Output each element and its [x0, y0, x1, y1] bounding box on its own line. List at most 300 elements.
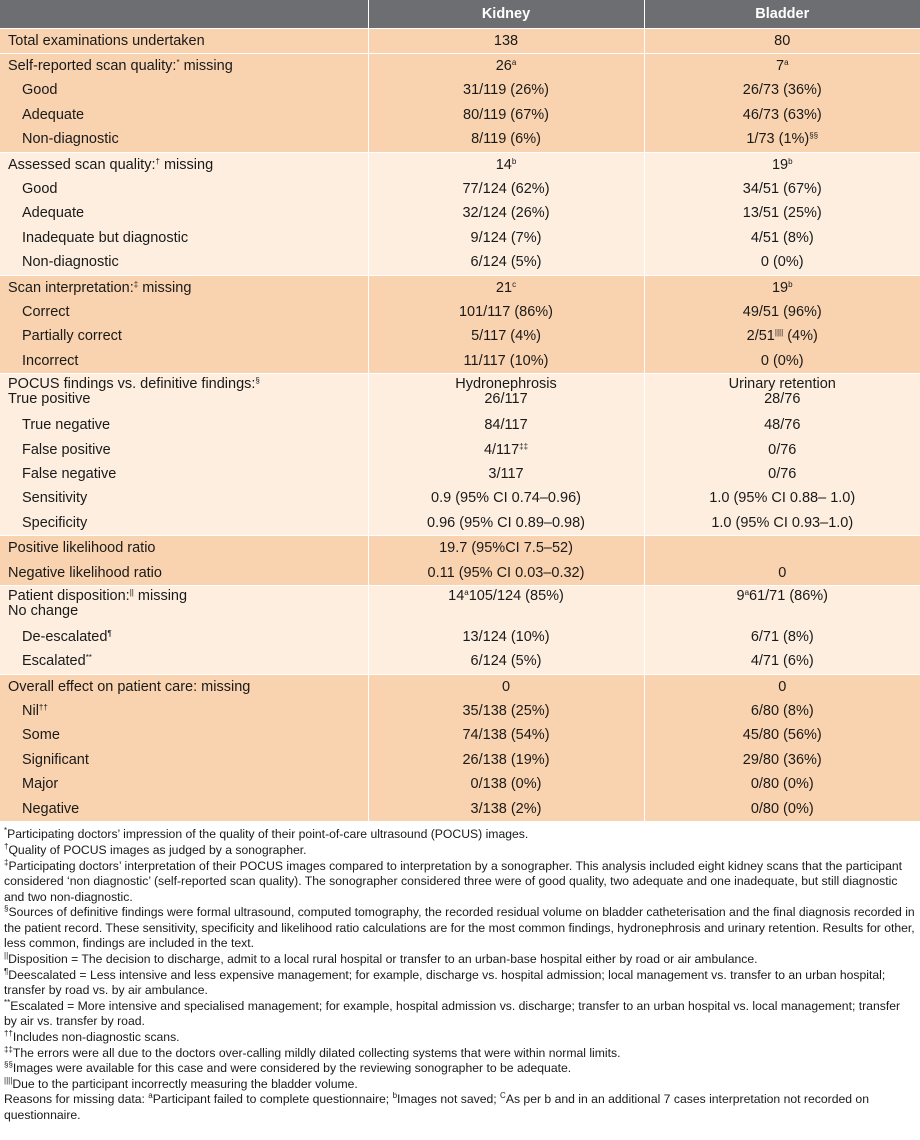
row-label-text: POCUS findings vs. definitive findings: [8, 376, 256, 393]
bladder-value: 2/51 [746, 328, 775, 345]
footnote [4, 952, 916, 968]
footnote-marker: § [4, 904, 9, 914]
table-row [0, 79, 920, 103]
table-body [0, 29, 920, 822]
kidney-value-cell [368, 275, 644, 300]
bladder-value-cell [644, 103, 920, 127]
row-label-text: Nil [22, 703, 39, 720]
footnote-marker: ‡ [4, 857, 9, 867]
row-label-suffix: missing [133, 588, 188, 605]
kidney-value-cell [368, 625, 644, 649]
row-label [22, 131, 119, 147]
kidney-value-second-line: 26/117 [484, 391, 528, 408]
row-label-cell [0, 103, 368, 127]
kidney-value: 77/124 (62%) [462, 181, 550, 198]
row-label-cell [0, 275, 368, 300]
table-row [0, 462, 920, 486]
row-label-text: Inadequate but diagnostic [22, 229, 189, 246]
row-label [8, 540, 156, 556]
bladder-value-cell [644, 748, 920, 772]
table-row [0, 275, 920, 300]
footnote-marker: || [4, 951, 9, 961]
table-row [0, 586, 920, 626]
kidney-value: 31/119 (26%) [463, 82, 549, 99]
row-label [22, 230, 188, 246]
kidney-value-cell [368, 773, 644, 797]
footnote-marker: |||| [4, 1075, 13, 1085]
footnote-text: Escalated = More intensive and specialised management; for example, hospital admission vs. discharge; transfer to an urban hospital vs. local management; transfer by air vs. transfer by road. [4, 998, 901, 1029]
table-row [0, 251, 920, 276]
bladder-value-cell [644, 699, 920, 723]
table-row [0, 202, 920, 226]
row-label-text: Adequate [22, 205, 85, 222]
bladder-value-cell [644, 511, 920, 536]
row-label [22, 353, 78, 369]
row-label-cell [0, 349, 368, 374]
table-row [0, 773, 920, 797]
bladder-value-cell [644, 226, 920, 250]
row-label-cell [0, 251, 368, 276]
row-label-footnote: ¶ [107, 628, 112, 638]
row-label-cell [0, 79, 368, 103]
table-row [0, 674, 920, 699]
row-label-cell [0, 374, 368, 414]
kidney-value: 21 [495, 279, 513, 296]
missing-lead: Reasons for missing data: [4, 1092, 149, 1107]
footnote [4, 827, 916, 843]
row-label [8, 280, 191, 296]
row-label-text: Significant [22, 751, 89, 768]
footnote-marker: * [4, 826, 8, 836]
row-label-footnote: ‡ [133, 279, 139, 289]
bladder-footnote: §§ [809, 131, 819, 141]
kidney-value-cell [368, 177, 644, 201]
bladder-value-cell [644, 487, 920, 511]
row-label-suffix: missing [179, 58, 233, 75]
kidney-value: 3/117 [488, 465, 524, 482]
kidney-value-cell [368, 251, 644, 276]
row-label-cell [0, 438, 368, 462]
row-label-cell [0, 625, 368, 649]
bladder-value-cell [644, 152, 920, 177]
kidney-footnote: c [512, 279, 517, 289]
row-label-cell [0, 325, 368, 349]
row-label-text: Overall effect on patient care: missing [8, 678, 251, 695]
bladder-value: 0 (0%) [760, 352, 804, 369]
kidney-value: 0.11 (95% CI 0.03–0.32) [427, 564, 585, 581]
kidney-value: 32/124 (26%) [462, 205, 550, 222]
bladder-value-cell [644, 561, 920, 586]
bladder-value: 0/80 (0%) [750, 800, 814, 817]
kidney-value-cell [368, 29, 644, 54]
bladder-value: 0/76 [768, 465, 797, 482]
bladder-value-cell [644, 374, 920, 414]
kidney-value: 0 [501, 678, 511, 695]
kidney-value: 14 [448, 588, 465, 605]
row-label-text: Total examinations undertaken [8, 32, 205, 49]
row-label-text: Scan interpretation: [8, 279, 134, 296]
kidney-value-cell [368, 586, 644, 626]
bladder-value: 0 [778, 678, 787, 695]
row-label-cell [0, 462, 368, 486]
footnote-marker: † [4, 841, 9, 851]
bladder-value: 9 [736, 588, 745, 605]
row-label [22, 653, 92, 669]
footnote-text: The errors were all due to the doctors over-calling mildly dilated collecting systems that were within normal limits. [12, 1045, 621, 1060]
kidney-value-cell [368, 438, 644, 462]
bladder-value: Urinary retention [728, 376, 836, 393]
table-row [0, 152, 920, 177]
bladder-footnote: a [744, 588, 750, 598]
row-label-suffix: missing [159, 156, 214, 173]
kidney-value: 138 [493, 32, 519, 49]
row-label-cell [0, 54, 368, 79]
row-label-text: Escalated [22, 653, 86, 670]
kidney-value: 9/124 (7%) [470, 229, 542, 246]
kidney-value: 6/124 (5%) [470, 254, 542, 271]
row-label-text: Patient disposition: [8, 588, 130, 605]
row-label-cell [0, 511, 368, 536]
row-label [22, 417, 110, 433]
bladder-value-cell [644, 674, 920, 699]
footnote-text: Participating doctors’ impression of the quality of their point-of-care ultrasound (POCUS) images. [7, 827, 529, 842]
row-label-text: Some [22, 727, 60, 744]
row-label-text: Negative likelihood ratio [8, 564, 162, 581]
row-label-cell [0, 699, 368, 723]
kidney-footnote: b [511, 156, 517, 166]
bladder-footnote: |||| [774, 328, 784, 338]
bladder-value: 19 [771, 279, 789, 296]
bladder-value: 80 [774, 32, 791, 49]
bladder-value-cell [644, 536, 920, 561]
footnote-marker: ¶ [4, 966, 9, 976]
row-label [22, 328, 122, 344]
bladder-value: 6/71 (8%) [750, 628, 814, 645]
table-row [0, 511, 920, 536]
footnote [4, 1061, 916, 1077]
row-label-footnote: †† [38, 703, 48, 713]
footnote-marker: ‡‡ [4, 1044, 13, 1054]
bladder-value-cell [644, 650, 920, 675]
row-label-cell [0, 773, 368, 797]
footnotes [0, 821, 920, 1123]
bladder-value-cell [644, 438, 920, 462]
missing-a-text: Participant failed to complete questionnaire; [152, 1092, 393, 1107]
row-label-cell [0, 300, 368, 324]
missing-c-text: As per b and in an additional 7 cases interpretation not recorded on questionnaire. [4, 1092, 869, 1123]
bladder-footnote: b [788, 156, 793, 166]
row-label-text: True negative [22, 417, 111, 434]
row-label [22, 442, 111, 458]
footnote-text: Due to the participant incorrectly measuring the bladder volume. [12, 1076, 358, 1091]
footnote [4, 859, 916, 906]
kidney-value-cell [368, 748, 644, 772]
header-empty [0, 0, 368, 29]
row-label [22, 801, 79, 817]
kidney-value-cell [368, 487, 644, 511]
table-header-row [0, 0, 920, 29]
row-label-footnote: ** [85, 653, 92, 663]
table-row [0, 413, 920, 437]
kidney-footnote: ‡‡ [519, 441, 529, 451]
footnote [4, 968, 916, 999]
row-label [8, 565, 162, 581]
row-label-text: False negative [22, 465, 117, 482]
kidney-footnote: a [511, 58, 517, 68]
table-row [0, 561, 920, 586]
footnote-list [4, 827, 916, 1092]
row-label-cell [0, 748, 368, 772]
bladder-value-suffix: 61/71 (86%) [749, 588, 829, 605]
bladder-value-cell [644, 797, 920, 821]
kidney-value: 26 [495, 58, 512, 75]
row-label-text: False positive [22, 441, 111, 458]
kidney-value-cell [368, 152, 644, 177]
bladder-value: 1/73 (1%) [746, 131, 810, 148]
row-label-text: Adequate [22, 106, 85, 123]
row-label-text: Specificity [22, 514, 88, 531]
kidney-footnote: a [464, 588, 469, 598]
row-label-text: Good [22, 82, 58, 99]
row-label-cell [0, 674, 368, 699]
missing-c-sup: C [500, 1091, 506, 1101]
kidney-value-cell [368, 413, 644, 437]
row-label-footnote: * [176, 58, 180, 68]
table-row [0, 699, 920, 723]
kidney-value: 0/138 (0%) [470, 776, 542, 793]
bladder-value: 4/51 (8%) [750, 229, 814, 246]
kidney-value-cell [368, 202, 644, 226]
row-label [22, 466, 116, 482]
row-label-text: Good [22, 181, 58, 198]
table-row [0, 54, 920, 79]
bladder-value-second-line: 28/76 [764, 391, 801, 408]
bladder-value: 1.0 (95% CI 0.93–1.0) [711, 514, 854, 531]
row-label-text: Partially correct [22, 328, 122, 345]
table-row [0, 128, 920, 153]
row-label [22, 205, 84, 221]
kidney-value: Hydronephrosis [455, 376, 557, 393]
footnote [4, 999, 916, 1030]
row-label-cell [0, 128, 368, 153]
row-label-text: Assessed scan quality: [8, 156, 156, 173]
row-label-footnote: † [155, 156, 160, 166]
kidney-value: 84/117 [484, 417, 528, 434]
row-label [22, 727, 60, 743]
table-row [0, 349, 920, 374]
kidney-value: 0.9 (95% CI 0.74–0.96) [431, 490, 581, 507]
table-row [0, 300, 920, 324]
row-label-text: Non-diagnostic [22, 254, 119, 271]
header-kidney: Kidney [368, 0, 644, 29]
footnote [4, 843, 916, 859]
kidney-value-cell [368, 511, 644, 536]
kidney-value-cell [368, 724, 644, 748]
row-label-text: Self-reported scan quality: [8, 58, 177, 75]
row-label-text: Positive likelihood ratio [8, 540, 156, 557]
bladder-value-cell [644, 586, 920, 626]
kidney-value: 11/117 (10%) [463, 352, 549, 369]
row-label [22, 703, 48, 719]
bladder-value-cell [644, 300, 920, 324]
bladder-value: 1.0 (95% CI 0.88– 1.0) [709, 490, 856, 507]
kidney-value: 4/117 [483, 441, 520, 458]
bladder-value-cell [644, 128, 920, 153]
kidney-value-cell [368, 103, 644, 127]
bladder-value: 0/76 [768, 441, 797, 458]
missing-b-sup: b [392, 1091, 398, 1101]
bladder-footnote: a [784, 58, 789, 68]
row-label-cell [0, 152, 368, 177]
row-label-text: De-escalated [22, 628, 108, 645]
bladder-value: 45/80 (56%) [742, 727, 822, 744]
bladder-value: 49/51 (96%) [742, 303, 822, 320]
row-label-text: Correct [22, 303, 70, 320]
kidney-value: 14 [495, 156, 512, 173]
bladder-value-cell [644, 724, 920, 748]
row-label-text: Sensitivity [22, 490, 88, 507]
table-row [0, 29, 920, 54]
bladder-value-cell [644, 349, 920, 374]
bladder-value: 29/80 (36%) [742, 751, 822, 768]
kidney-value-cell [368, 79, 644, 103]
kidney-value-cell [368, 325, 644, 349]
row-label [22, 107, 84, 123]
row-label [22, 254, 119, 270]
table-row [0, 103, 920, 127]
kidney-value-cell [368, 797, 644, 821]
footnote-text: Disposition = The decision to discharge, admit to a local rural hospital or transfer to an urban-base hospital either by road or air ambulance. [8, 952, 758, 967]
bladder-value-cell [644, 251, 920, 276]
row-label-second-line: True positive [8, 391, 91, 408]
row-label [22, 752, 89, 768]
bladder-value: 0 (0%) [760, 254, 804, 271]
bladder-value: 4/71 (6%) [750, 653, 814, 670]
bladder-value: 46/73 (63%) [742, 106, 822, 123]
bladder-value: 26/73 (36%) [742, 82, 822, 99]
row-label-text: Negative [22, 800, 80, 817]
header-bladder: Bladder [644, 0, 920, 29]
kidney-value-cell [368, 300, 644, 324]
row-label-cell [0, 586, 368, 626]
bladder-value: 7 [775, 58, 785, 75]
row-label-cell [0, 724, 368, 748]
row-label [22, 304, 70, 320]
kidney-value: 19.7 (95%CI 7.5–52) [439, 540, 573, 557]
row-label [8, 377, 368, 392]
row-label [22, 181, 57, 197]
footnote-marker: †† [4, 1029, 13, 1039]
bladder-value-cell [644, 54, 920, 79]
kidney-value: 0.96 (95% CI 0.89–0.98) [427, 514, 585, 531]
kidney-value-cell [368, 226, 644, 250]
table-row [0, 487, 920, 511]
row-label [8, 679, 250, 695]
bladder-value-cell [644, 462, 920, 486]
footnote-marker: §§ [4, 1060, 13, 1070]
kidney-value-cell [368, 674, 644, 699]
row-label-second-line: No change [8, 603, 79, 620]
row-label [22, 629, 112, 645]
row-label-footnote: || [129, 588, 134, 598]
bladder-footnote: b [788, 279, 793, 289]
kidney-value-cell [368, 349, 644, 374]
bladder-value-cell [644, 413, 920, 437]
kidney-value-suffix: 105/124 (85%) [468, 588, 564, 605]
kidney-value: 5/117 (4%) [471, 328, 541, 345]
row-label-footnote: § [255, 376, 260, 386]
bladder-value-cell [644, 29, 920, 54]
table-row [0, 625, 920, 649]
footnote-text: Sources of definitive findings were formal ultrasound, computed tomography, the recorded residual volume on bladder catheterisation and the final diagnosis recorded in the patient record. These sensitivity, specificity and likelihood ratio calculations are for the most common findings, hydronephrosis and urinary retention. Results for other, less common, findings are included in the text. [4, 905, 915, 951]
kidney-value-cell [368, 699, 644, 723]
table-row [0, 374, 920, 414]
missing-data-note [4, 1092, 916, 1123]
footnote-text: Images were available for this case and were considered by the reviewing sonographer to be adequate. [12, 1061, 572, 1076]
table-row [0, 724, 920, 748]
kidney-value-cell [368, 374, 644, 414]
row-label [8, 33, 205, 49]
kidney-value: 101/117 (86%) [458, 303, 554, 320]
kidney-value: 13/124 (10%) [462, 628, 550, 645]
footnote [4, 1030, 916, 1046]
bladder-value-suffix: (4%) [783, 328, 818, 345]
row-label-cell [0, 413, 368, 437]
bladder-value: 0/80 (0%) [750, 776, 814, 793]
table-row [0, 438, 920, 462]
row-label-cell [0, 226, 368, 250]
kidney-value-cell [368, 536, 644, 561]
footnote-text: Includes non-diagnostic scans. [12, 1030, 180, 1045]
row-label [22, 515, 87, 531]
missing-a-sup: a [148, 1091, 153, 1101]
kidney-value-cell [368, 561, 644, 586]
kidney-value: 80/119 (67%) [463, 106, 549, 123]
footnote [4, 1046, 916, 1062]
footnote-marker: ** [4, 997, 11, 1007]
footnote [4, 905, 916, 952]
row-label-text: Non-diagnostic [22, 131, 119, 148]
table-row [0, 536, 920, 561]
row-label [8, 157, 213, 173]
kidney-value: 6/124 (5%) [470, 653, 542, 670]
kidney-value: 35/138 (25%) [462, 703, 550, 720]
footnote-text: Participating doctors’ interpretation of their POCUS images compared to interpretation by a sonographer. This analysis included eight kidney scans that the participant considered ‘non diagnostic’ (self-reported scan quality). The sonographer considered three were of good quality, two adequate and one inadequate, but still diagnostic and two non-diagnostic. [4, 858, 903, 904]
bladder-value-cell [644, 202, 920, 226]
bladder-value-cell [644, 325, 920, 349]
row-label-suffix: missing [138, 279, 192, 296]
row-label [22, 776, 58, 792]
bladder-value: 34/51 (67%) [742, 181, 822, 198]
table-row [0, 177, 920, 201]
bladder-value-cell [644, 275, 920, 300]
kidney-value-cell [368, 128, 644, 153]
bladder-value-cell [644, 773, 920, 797]
table-row [0, 325, 920, 349]
table-row [0, 226, 920, 250]
kidney-value-cell [368, 650, 644, 675]
bladder-value: 0 [778, 564, 787, 581]
bladder-value-cell [644, 177, 920, 201]
bladder-value: 13/51 (25%) [742, 205, 822, 222]
table-row [0, 650, 920, 675]
bladder-value-cell [644, 625, 920, 649]
kidney-value: 74/138 (54%) [462, 727, 550, 744]
footnote-text: Quality of POCUS images as judged by a sonographer. [8, 842, 307, 857]
table-row [0, 797, 920, 821]
row-label [22, 82, 57, 98]
bladder-value: 19 [771, 156, 789, 173]
